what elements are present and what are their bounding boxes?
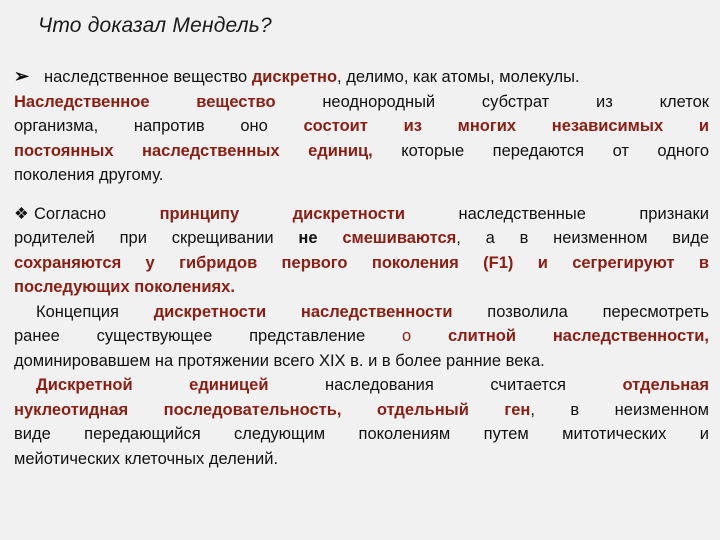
arrow-bullet-icon: ➢: [14, 66, 30, 86]
paragraph-2-line-2: организма, напротив оно состоит из многих независимых и: [14, 117, 709, 135]
paragraph-4-line-1: Концепция дискретности наследственности позволила пересмотреть: [36, 302, 709, 321]
paragraph-3-line-3: сохраняются у гибридов первого поколения (F1) и сегрегируют в: [14, 253, 709, 272]
paragraph-5-line-2: нуклеотидная последовательность, отдельный ген, в неизменном: [14, 400, 710, 419]
paragraph-5-line-1: Дискретной единицей наследования считается отдельная: [36, 376, 710, 394]
paragraph-2-line-3: постоянных наследственных единиц, которые передаются от одного: [14, 141, 709, 160]
slide-body: [14, 64, 709, 471]
paragraph-5-line-4: мейотических клеточных делений.: [14, 449, 279, 468]
paragraph-4-line-2: ранее существующее представление о слитной наследственности,: [14, 327, 709, 345]
paragraph-4-line-3: доминировавшем на протяжении всего XIX в. и в более ранние века.: [14, 351, 545, 370]
paragraph-3-line-2: родителей при скрещивании не смешиваются, а в неизменном виде: [14, 229, 709, 247]
paragraph-2-line-1: Наследственное вещество неоднородный субстрат из клеток: [14, 92, 709, 111]
paragraph-2-line-4: поколения другому.: [14, 166, 164, 184]
paragraph-5-line-3: виде передающийся следующим поколениям путем митотических и: [14, 425, 709, 443]
paragraph-1-line-1: ➢ наследственное вещество дискретно, делимо, как атомы, молекулы.: [14, 64, 709, 90]
paragraph-3-line-4: последующих поколениях.: [14, 278, 235, 296]
paragraph-3-line-1: ❖ Согласно принципу дискретности наследственные признаки: [14, 202, 709, 227]
slide-title: Что доказал Мендель?: [38, 14, 272, 37]
diamond-bullet-icon: ❖: [14, 204, 29, 223]
